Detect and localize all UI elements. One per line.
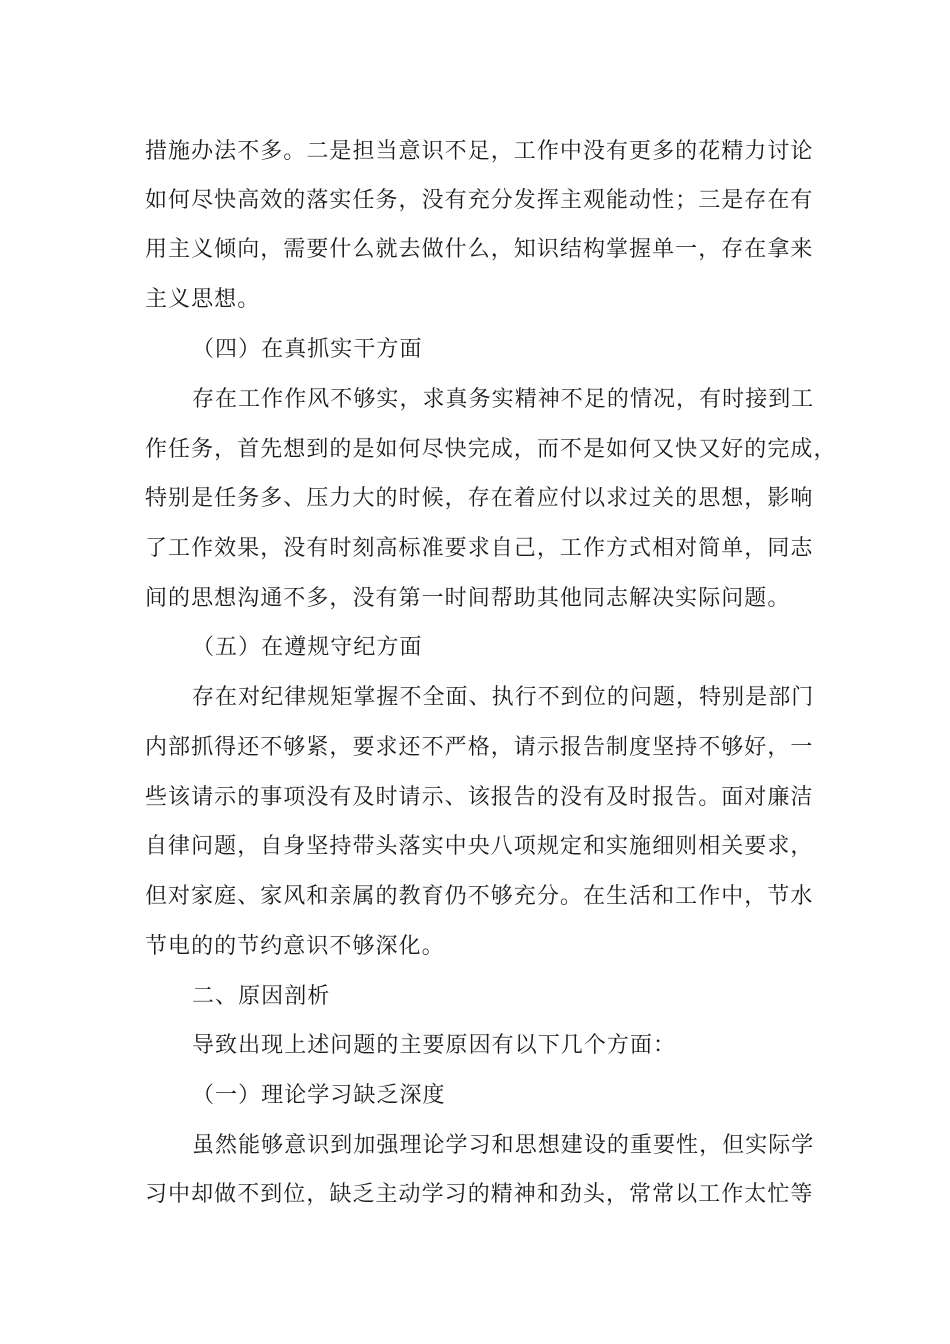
body-text-line: 间的思想沟通不多，没有第一时间帮助其他同志解决实际问题。 [145, 586, 791, 611]
body-text-line: 存在工作作风不够实，求真务实精神不足的情况，有时接到工 [192, 387, 815, 412]
body-text-line: 虽然能够意识到加强理论学习和思想建设的重要性，但实际学 [192, 1133, 815, 1158]
body-text-line: 些该请示的事项没有及时请示、该报告的没有及时报告。面对廉洁 [145, 785, 814, 810]
body-text-line: 但对家庭、家风和亲属的教育仍不够充分。在生活和工作中，节水 [145, 884, 814, 909]
body-text-line: 内部抓得还不够紧，要求还不严格，请示报告制度坚持不够好，一 [145, 735, 814, 760]
body-text-line: 导致出现上述问题的主要原因有以下几个方面： [192, 1033, 677, 1058]
section-heading: 二、原因剖析 [192, 984, 331, 1009]
body-text-line: 了工作效果，没有时刻高标准要求自己，工作方式相对简单，同志 [145, 536, 814, 561]
body-text-line: 节电的的节约意识不够深化。 [145, 934, 445, 959]
section-heading: （四）在真抓实干方面 [192, 337, 423, 362]
body-text-line: 作任务，首先想到的是如何尽快完成，而不是如何又快又好的完成， [145, 437, 837, 462]
section-heading: （五）在遵规守纪方面 [192, 635, 423, 660]
body-text-line: 主义思想。 [145, 287, 261, 312]
body-text-line: 自律问题，自身坚持带头落实中央八项规定和实施细则相关要求， [145, 834, 814, 859]
body-text-line: 如何尽快高效的落实任务，没有充分发挥主观能动性；三是存在有 [145, 188, 814, 213]
body-text-line: 措施办法不多。二是担当意识不足，工作中没有更多的花精力讨论 [145, 139, 814, 164]
body-text-line: 用主义倾向，需要什么就去做什么，知识结构掌握单一，存在拿来 [145, 237, 814, 262]
body-text-line: 习中却做不到位，缺乏主动学习的精神和劲头，常常以工作太忙等 [145, 1182, 814, 1207]
section-heading: （一）理论学习缺乏深度 [192, 1083, 446, 1108]
body-text-line: 特别是任务多、压力大的时候，存在着应付以求过关的思想，影响 [145, 486, 814, 511]
body-text-line: 存在对纪律规矩掌握不全面、执行不到位的问题，特别是部门 [192, 685, 815, 710]
